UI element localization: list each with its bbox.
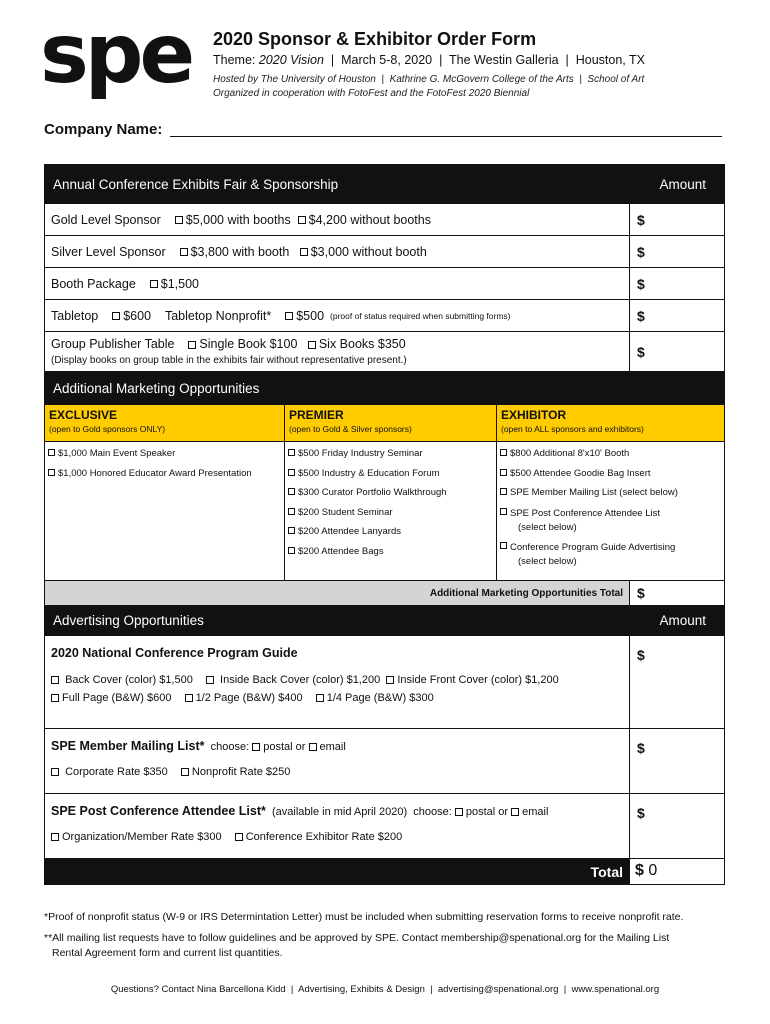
checkbox[interactable]: [298, 216, 306, 224]
total-label: Total: [45, 859, 629, 884]
checkbox[interactable]: [500, 469, 507, 476]
checkbox[interactable]: [51, 676, 59, 684]
checkbox[interactable]: [48, 469, 55, 476]
theme-line: Theme: 2020 Vision | March 5-8, 2020 | The Westin Galleria | Houston, TX: [213, 53, 645, 67]
list-item[interactable]: $200 Attendee Bags: [288, 543, 493, 563]
checkbox[interactable]: [316, 694, 324, 702]
checkbox[interactable]: [150, 280, 158, 288]
amount-field[interactable]: $: [629, 794, 724, 858]
list-item[interactable]: $1,000 Honored Educator Award Presentation: [48, 465, 281, 485]
checkbox[interactable]: [308, 341, 316, 349]
checkbox[interactable]: [206, 676, 214, 684]
row-silver: Silver Level Sponsor $3,800 with booth $3,000 without booth $: [45, 235, 724, 267]
column-premier: PREMIER (open to Gold & Silver sponsors) $500 Friday Industry Seminar $500 Industry & Education Forum $300 Curator Portfolio Walkthrough $200 Student Seminar $200 Attendee Lanyards $200 Attendee Bags: [285, 405, 497, 580]
section-header-sponsorship: Annual Conference Exhibits Fair & Sponsorship Amount: [45, 165, 724, 203]
checkbox[interactable]: [288, 469, 295, 476]
checkbox[interactable]: [288, 527, 295, 534]
list-item[interactable]: $500 Industry & Education Forum: [288, 465, 493, 485]
footer-contact: Questions? Contact Nina Barcellona Kidd | Advertising, Exhibits & Design | advertising@spenational.org | www.spenational.org: [110, 984, 660, 995]
checkbox[interactable]: [51, 768, 59, 776]
list-item[interactable]: $500 Friday Industry Seminar: [288, 445, 493, 465]
list-item[interactable]: $500 Attendee Goodie Bag Insert: [500, 465, 721, 485]
spe-logo: spe: [40, 7, 192, 102]
column-exhibitor: EXHIBITOR (open to ALL sponsors and exhibitors) $800 Additional 8'x10' Booth $500 Attendee Goodie Bag Insert SPE Member Mailing List (select below) SPE Post Conference Attendee List (select below) Conference Program Guide Advertising (select below): [497, 405, 724, 580]
checkbox[interactable]: [112, 312, 120, 320]
checkbox[interactable]: [51, 694, 59, 702]
list-item[interactable]: $1,000 Main Event Speaker: [48, 445, 281, 465]
checkbox[interactable]: [235, 833, 243, 841]
marketing-total-label: Additional Marketing Opportunities Total: [45, 581, 629, 605]
footnote-mailing: **All mailing list requests have to follow guidelines and be approved by SPE. Contact membership@spenational.org for the Mailing List Rental Agreement form and current list quantities.: [44, 932, 670, 959]
checkbox[interactable]: [500, 449, 507, 456]
hosted-by: Hosted by The University of Houston | Kathrine G. McGovern College of the Arts | School of Art Organized in cooperation with FotoFest and the FotoFest 2020 Biennial: [213, 74, 645, 99]
checkbox[interactable]: [309, 743, 317, 751]
section-header-marketing: Additional Marketing Opportunities: [45, 371, 724, 405]
amount-field[interactable]: $: [629, 300, 724, 331]
marketing-columns: [45, 405, 724, 580]
checkbox[interactable]: [386, 676, 394, 684]
amount-field[interactable]: $: [629, 332, 724, 371]
checkbox[interactable]: [455, 808, 463, 816]
list-item[interactable]: $200 Attendee Lanyards: [288, 523, 493, 543]
checkbox[interactable]: [500, 542, 507, 549]
checkbox[interactable]: [181, 768, 189, 776]
list-item[interactable]: Conference Program Guide Advertising (select below): [500, 538, 721, 573]
checkbox[interactable]: [300, 248, 308, 256]
row-tabletop: Tabletop $600 Tabletop Nonprofit* $500 (proof of status required when submitting forms) $: [45, 299, 724, 331]
list-item[interactable]: SPE Member Mailing List (select below): [500, 484, 721, 504]
row-program-guide: 2020 National Conference Program Guide Back Cover (color) $1,500 Inside Back Cover (color) $1,200 Inside Front Cover (color) $1,200 Full Page (B&W) $600 1/2 Page (B&W) $400 1/4 Page (B&W) $300 $: [45, 635, 724, 728]
row-booth: Booth Package $1,500 $: [45, 267, 724, 299]
checkbox[interactable]: [288, 508, 295, 515]
row-member-mailing: SPE Member Mailing List* choose: postal or email Corporate Rate $350 Nonprofit Rate $250 $: [45, 728, 724, 793]
list-item[interactable]: $300 Curator Portfolio Walkthrough: [288, 484, 493, 504]
total-row: [45, 858, 724, 884]
checkbox[interactable]: [288, 488, 295, 495]
checkbox[interactable]: [288, 449, 295, 456]
amount-field[interactable]: $: [629, 204, 724, 235]
total-amount-field[interactable]: $ 0: [629, 859, 724, 884]
checkbox[interactable]: [252, 743, 260, 751]
form-title: 2020 Sponsor & Exhibitor Order Form: [213, 29, 537, 49]
checkbox[interactable]: [285, 312, 293, 320]
row-group-publisher: Group Publisher Table Single Book $100 Six Books $350 (Display books on group table in the exhibits fair without representative present.) $: [45, 331, 724, 371]
amount-field[interactable]: $: [629, 268, 724, 299]
checkbox[interactable]: [185, 694, 193, 702]
list-item[interactable]: $200 Student Seminar: [288, 504, 493, 524]
company-name-field[interactable]: [170, 136, 722, 137]
row-gold: Gold Level Sponsor $5,000 with booths $4,200 without booths $: [45, 203, 724, 235]
checkbox[interactable]: [180, 248, 188, 256]
amount-field[interactable]: $: [629, 729, 724, 793]
amount-field[interactable]: $: [629, 581, 724, 605]
checkbox[interactable]: [48, 449, 55, 456]
footnote-nonprofit: *Proof of nonprofit status (W-9 or IRS Determintation Letter) must be included when submitting reservation forms to receive nonprofit rate.: [44, 911, 684, 923]
order-form: [44, 164, 725, 885]
amount-field[interactable]: $: [629, 236, 724, 267]
section-header-advertising: Advertising Opportunities Amount: [45, 605, 724, 635]
list-item[interactable]: SPE Post Conference Attendee List (select below): [500, 504, 721, 539]
checkbox[interactable]: [288, 547, 295, 554]
marketing-total-row: [45, 580, 724, 605]
column-exclusive: EXCLUSIVE (open to Gold sponsors ONLY) $1,000 Main Event Speaker $1,000 Honored Educator Award Presentation: [45, 405, 285, 580]
amount-field[interactable]: $: [629, 636, 724, 728]
checkbox[interactable]: [51, 833, 59, 841]
checkbox[interactable]: [500, 488, 507, 495]
company-name-label: Company Name:: [44, 121, 163, 138]
checkbox[interactable]: [175, 216, 183, 224]
checkbox[interactable]: [188, 341, 196, 349]
row-attendee-list: SPE Post Conference Attendee List* (available in mid April 2020) choose: postal or email Organization/Member Rate $300 Conference Exhibitor Rate $200 $: [45, 793, 724, 858]
checkbox[interactable]: [511, 808, 519, 816]
list-item[interactable]: $800 Additional 8'x10' Booth: [500, 445, 721, 465]
checkbox[interactable]: [500, 508, 507, 515]
